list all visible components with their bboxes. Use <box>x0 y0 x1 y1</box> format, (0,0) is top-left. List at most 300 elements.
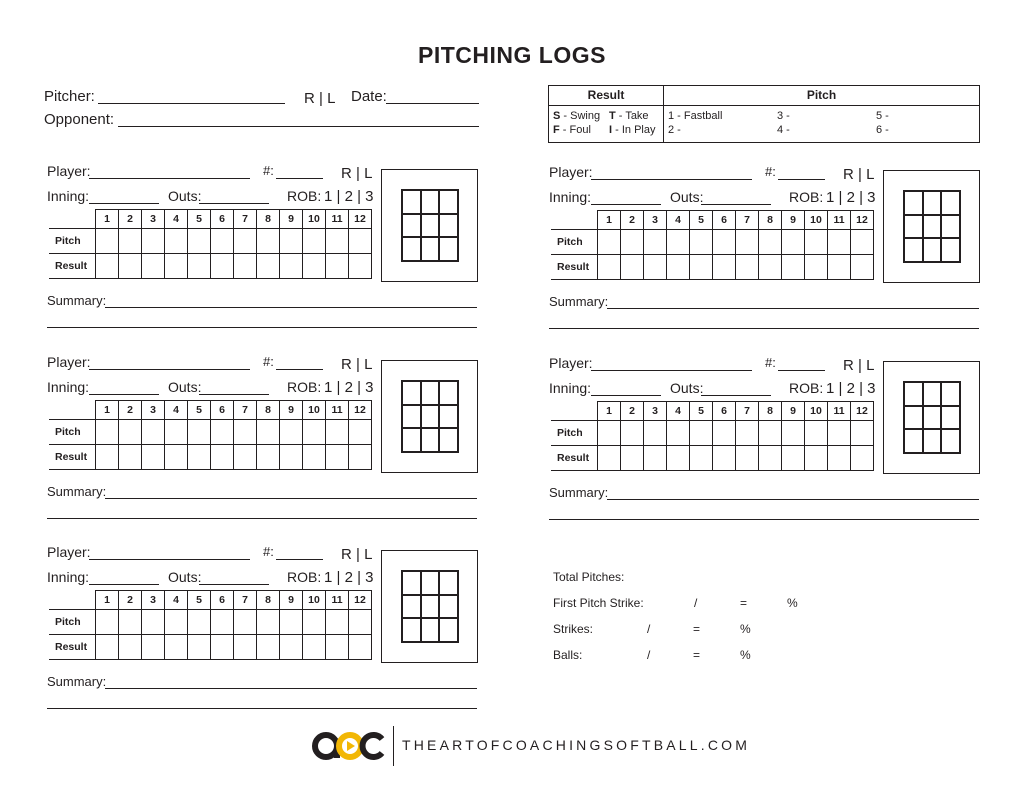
column-number: 5 <box>188 210 211 229</box>
player-label: Player: <box>47 544 91 560</box>
strikes-equals: = <box>693 622 701 636</box>
summary-field[interactable] <box>607 499 979 500</box>
outs-label: Outs: <box>670 380 704 396</box>
pitch-cell[interactable] <box>598 421 621 446</box>
column-number: 9 <box>782 402 805 421</box>
column-number: 12 <box>851 402 874 421</box>
column-number: 1 <box>598 211 621 230</box>
strike-zone[interactable] <box>883 170 980 283</box>
pitch-cell[interactable] <box>349 420 372 445</box>
column-number: 3 <box>142 591 165 610</box>
pitch-cell[interactable] <box>280 229 303 254</box>
column-number: 4 <box>667 402 690 421</box>
pitch-result-grid <box>49 209 372 279</box>
result-cell[interactable] <box>851 446 874 471</box>
summary-field-line2[interactable] <box>549 328 979 329</box>
pitch-cell[interactable] <box>96 229 119 254</box>
first-pitch-strike-label: First Pitch Strike: <box>553 596 644 610</box>
rob-value: 1 | 2 | 3 <box>324 188 374 205</box>
pitch-row-label: Pitch <box>551 421 598 446</box>
column-number: 3 <box>142 401 165 420</box>
pitch-row-label: Pitch <box>49 610 96 635</box>
player-rl: R | L <box>341 356 373 373</box>
column-number: 10 <box>303 210 326 229</box>
result-cell[interactable] <box>142 254 165 279</box>
strike-zone[interactable] <box>381 550 478 663</box>
page-title: PITCHING LOGS <box>418 42 606 68</box>
result-cell[interactable] <box>303 445 326 470</box>
result-cell[interactable] <box>690 446 713 471</box>
legend-result-item: T - Take <box>609 110 649 122</box>
result-cell[interactable] <box>851 255 874 280</box>
column-number: 8 <box>257 591 280 610</box>
number-label: #: <box>765 355 776 370</box>
pitch-cell[interactable] <box>96 420 119 445</box>
inning-field[interactable] <box>89 584 159 585</box>
pitch-cell[interactable] <box>644 230 667 255</box>
summary-label: Summary: <box>47 484 107 499</box>
column-number: 7 <box>736 402 759 421</box>
column-number: 8 <box>759 211 782 230</box>
result-cell[interactable] <box>667 446 690 471</box>
column-number: 9 <box>280 210 303 229</box>
legend-pitch-header: Pitch <box>664 86 980 106</box>
result-cell[interactable] <box>667 255 690 280</box>
result-cell[interactable] <box>119 445 142 470</box>
player-number-field[interactable] <box>276 178 323 179</box>
pitch-cell[interactable] <box>805 421 828 446</box>
column-number: 11 <box>828 211 851 230</box>
outs-label: Outs: <box>670 189 704 205</box>
pitch-cell[interactable] <box>736 230 759 255</box>
result-cell[interactable] <box>326 635 349 660</box>
pitch-cell[interactable] <box>96 610 119 635</box>
pitch-cell[interactable] <box>713 230 736 255</box>
pitch-cell[interactable] <box>349 610 372 635</box>
column-number: 10 <box>805 211 828 230</box>
pitcher-label: Pitcher: <box>44 88 95 105</box>
pitch-cell[interactable] <box>326 610 349 635</box>
column-number: 3 <box>644 211 667 230</box>
column-number: 10 <box>303 591 326 610</box>
legend-table <box>548 85 980 143</box>
summary-field-line2[interactable] <box>47 327 477 328</box>
result-cell[interactable] <box>713 255 736 280</box>
pitch-cell[interactable] <box>234 420 257 445</box>
strike-zone-grid[interactable] <box>401 570 459 643</box>
player-label: Player: <box>47 354 91 370</box>
pitch-cell[interactable] <box>165 610 188 635</box>
pitch-result-grid <box>49 590 372 660</box>
column-number: 8 <box>257 401 280 420</box>
pitch-cell[interactable] <box>349 229 372 254</box>
column-number: 7 <box>736 211 759 230</box>
pitch-cell[interactable] <box>759 421 782 446</box>
result-cell[interactable] <box>165 254 188 279</box>
result-cell[interactable] <box>234 254 257 279</box>
column-number: 12 <box>349 591 372 610</box>
legend-result-item: S - Swing <box>553 110 601 122</box>
column-number: 11 <box>828 402 851 421</box>
column-number: 10 <box>805 402 828 421</box>
legend-pitch-item: 3 - <box>777 110 790 122</box>
column-number: 10 <box>303 401 326 420</box>
column-number: 11 <box>326 591 349 610</box>
column-number: 2 <box>119 210 142 229</box>
strike-zone-grid[interactable] <box>401 189 459 262</box>
inning-label: Inning: <box>47 188 90 204</box>
column-number: 6 <box>713 402 736 421</box>
result-cell[interactable] <box>165 445 188 470</box>
outs-field[interactable] <box>701 395 771 396</box>
pitch-cell[interactable] <box>644 421 667 446</box>
result-cell[interactable] <box>142 635 165 660</box>
player-label: Player: <box>549 164 593 180</box>
player-number-field[interactable] <box>778 370 825 371</box>
legend-pitch-item: 1 - Fastball <box>668 110 723 122</box>
inning-field[interactable] <box>89 394 159 395</box>
inning-field[interactable] <box>591 204 661 205</box>
aoc-logo <box>312 730 386 762</box>
pitch-cell[interactable] <box>851 230 874 255</box>
player-rl: R | L <box>843 357 875 374</box>
first-pitch-percent: % <box>787 596 798 610</box>
legend-pitch-item: 4 - <box>777 124 790 136</box>
pitch-cell[interactable] <box>257 229 280 254</box>
result-cell[interactable] <box>713 446 736 471</box>
pitch-cell[interactable] <box>326 229 349 254</box>
result-cell[interactable] <box>303 254 326 279</box>
result-row-label: Result <box>551 446 598 471</box>
result-cell[interactable] <box>211 254 234 279</box>
result-cell[interactable] <box>211 445 234 470</box>
result-cell[interactable] <box>598 255 621 280</box>
column-number: 2 <box>621 402 644 421</box>
summary-field-line2[interactable] <box>47 518 477 519</box>
pitch-cell[interactable] <box>303 229 326 254</box>
summary-label: Summary: <box>549 485 609 500</box>
result-cell[interactable] <box>805 255 828 280</box>
opponent-field[interactable] <box>118 126 479 127</box>
pitch-cell[interactable] <box>782 421 805 446</box>
summary-label: Summary: <box>47 674 107 689</box>
column-number: 5 <box>690 211 713 230</box>
result-cell[interactable] <box>782 446 805 471</box>
result-cell[interactable] <box>644 255 667 280</box>
result-cell[interactable] <box>690 255 713 280</box>
player-number-field[interactable] <box>778 179 825 180</box>
pitch-cell[interactable] <box>211 420 234 445</box>
pitch-cell[interactable] <box>303 420 326 445</box>
result-cell[interactable] <box>828 255 851 280</box>
result-cell[interactable] <box>805 446 828 471</box>
column-number: 12 <box>349 210 372 229</box>
outs-field[interactable] <box>199 203 269 204</box>
player-name-field[interactable] <box>89 369 250 370</box>
column-number: 5 <box>188 401 211 420</box>
rob-label: ROB: <box>789 189 824 205</box>
pitch-cell[interactable] <box>188 610 211 635</box>
player-name-field[interactable] <box>591 370 752 371</box>
pitch-cell[interactable] <box>713 421 736 446</box>
number-label: #: <box>263 354 274 369</box>
strike-zone-grid[interactable] <box>903 381 961 454</box>
player-block <box>549 355 989 525</box>
pitch-cell[interactable] <box>280 610 303 635</box>
pitch-cell[interactable] <box>690 230 713 255</box>
column-number: 3 <box>142 210 165 229</box>
column-number: 2 <box>119 401 142 420</box>
column-number: 1 <box>96 401 119 420</box>
column-number: 12 <box>349 401 372 420</box>
pitch-cell[interactable] <box>851 421 874 446</box>
column-number: 9 <box>280 401 303 420</box>
column-number: 3 <box>644 402 667 421</box>
inning-label: Inning: <box>549 380 592 396</box>
inning-field[interactable] <box>591 395 661 396</box>
column-number: 9 <box>782 211 805 230</box>
result-cell[interactable] <box>96 445 119 470</box>
rob-label: ROB: <box>287 569 322 585</box>
player-block <box>549 164 989 334</box>
strike-zone[interactable] <box>883 361 980 474</box>
rob-label: ROB: <box>287 188 322 204</box>
rob-value: 1 | 2 | 3 <box>826 380 876 397</box>
player-name-field[interactable] <box>89 559 250 560</box>
first-pitch-equals: = <box>740 596 748 610</box>
strikes-slash: / <box>647 622 651 636</box>
pitch-cell[interactable] <box>828 421 851 446</box>
column-number: 6 <box>211 210 234 229</box>
result-cell[interactable] <box>828 446 851 471</box>
pitcher-field[interactable] <box>98 103 285 104</box>
column-number: 7 <box>234 401 257 420</box>
summary-label: Summary: <box>549 294 609 309</box>
summary-field[interactable] <box>607 308 979 309</box>
balls-percent: % <box>740 648 751 662</box>
result-cell[interactable] <box>257 445 280 470</box>
pitch-result-grid <box>551 210 874 280</box>
summary-field[interactable] <box>105 688 477 689</box>
result-cell[interactable] <box>188 254 211 279</box>
player-block <box>47 544 487 714</box>
pitch-cell[interactable] <box>188 420 211 445</box>
pitcher-rl: R | L <box>304 90 336 107</box>
pitch-cell[interactable] <box>805 230 828 255</box>
pitch-cell[interactable] <box>142 229 165 254</box>
result-cell[interactable] <box>349 445 372 470</box>
summary-field-line2[interactable] <box>549 519 979 520</box>
column-number: 11 <box>326 210 349 229</box>
result-cell[interactable] <box>234 445 257 470</box>
date-field[interactable] <box>386 103 479 104</box>
column-number: 4 <box>165 210 188 229</box>
pitch-cell[interactable] <box>280 420 303 445</box>
strike-zone-grid[interactable] <box>401 380 459 453</box>
result-cell[interactable] <box>234 635 257 660</box>
pitch-cell[interactable] <box>234 610 257 635</box>
pitch-cell[interactable] <box>119 229 142 254</box>
result-cell[interactable] <box>349 254 372 279</box>
column-number: 4 <box>165 591 188 610</box>
date-label: Date: <box>351 88 387 105</box>
strikes-label: Strikes: <box>553 622 594 636</box>
pitch-cell[interactable] <box>165 420 188 445</box>
pitch-result-grid <box>551 401 874 471</box>
column-number: 6 <box>211 401 234 420</box>
result-cell[interactable] <box>280 635 303 660</box>
column-number: 1 <box>96 591 119 610</box>
legend-pitch-item: 6 - <box>876 124 889 136</box>
first-pitch-slash: / <box>694 596 698 610</box>
column-number: 8 <box>759 402 782 421</box>
result-cell[interactable] <box>326 445 349 470</box>
result-cell[interactable] <box>96 254 119 279</box>
strike-zone[interactable] <box>381 360 478 473</box>
result-cell[interactable] <box>188 445 211 470</box>
result-cell[interactable] <box>598 446 621 471</box>
inning-label: Inning: <box>549 189 592 205</box>
pitch-row-label: Pitch <box>49 229 96 254</box>
pitch-cell[interactable] <box>119 420 142 445</box>
footer-divider <box>393 726 394 766</box>
pitch-cell[interactable] <box>257 420 280 445</box>
pitch-cell[interactable] <box>119 610 142 635</box>
result-cell[interactable] <box>736 446 759 471</box>
result-cell[interactable] <box>759 255 782 280</box>
summary-field-line2[interactable] <box>47 708 477 709</box>
result-cell[interactable] <box>326 254 349 279</box>
summary-field[interactable] <box>105 498 477 499</box>
player-rl: R | L <box>843 166 875 183</box>
pitch-cell[interactable] <box>667 230 690 255</box>
column-number: 9 <box>280 591 303 610</box>
pitch-cell[interactable] <box>782 230 805 255</box>
outs-field[interactable] <box>701 204 771 205</box>
pitch-cell[interactable] <box>621 421 644 446</box>
player-block <box>47 163 487 333</box>
result-cell[interactable] <box>621 255 644 280</box>
outs-label: Outs: <box>168 188 202 204</box>
rob-label: ROB: <box>789 380 824 396</box>
player-name-field[interactable] <box>591 179 752 180</box>
result-row-label: Result <box>49 445 96 470</box>
result-cell[interactable] <box>119 254 142 279</box>
result-cell[interactable] <box>759 446 782 471</box>
column-number: 2 <box>621 211 644 230</box>
result-cell[interactable] <box>142 445 165 470</box>
rob-value: 1 | 2 | 3 <box>324 379 374 396</box>
result-cell[interactable] <box>349 635 372 660</box>
column-number: 7 <box>234 591 257 610</box>
result-cell[interactable] <box>280 254 303 279</box>
player-number-field[interactable] <box>276 369 323 370</box>
inning-field[interactable] <box>89 203 159 204</box>
balls-label: Balls: <box>553 648 583 662</box>
outs-field[interactable] <box>199 584 269 585</box>
pitch-cell[interactable] <box>303 610 326 635</box>
rob-value: 1 | 2 | 3 <box>324 569 374 586</box>
pitch-cell[interactable] <box>142 610 165 635</box>
pitch-cell[interactable] <box>690 421 713 446</box>
result-cell[interactable] <box>621 446 644 471</box>
result-cell[interactable] <box>644 446 667 471</box>
pitch-cell[interactable] <box>234 229 257 254</box>
pitch-cell[interactable] <box>188 229 211 254</box>
pitch-result-grid <box>49 400 372 470</box>
pitch-cell[interactable] <box>326 420 349 445</box>
legend-result-item: F - Foul <box>553 124 591 136</box>
player-label: Player: <box>47 163 91 179</box>
pitch-cell[interactable] <box>621 230 644 255</box>
inning-label: Inning: <box>47 569 90 585</box>
pitch-cell[interactable] <box>211 610 234 635</box>
summary-field[interactable] <box>105 307 477 308</box>
player-label: Player: <box>549 355 593 371</box>
strikes-percent: % <box>740 622 751 636</box>
result-cell[interactable] <box>211 635 234 660</box>
column-number: 1 <box>96 210 119 229</box>
result-cell[interactable] <box>782 255 805 280</box>
column-number: 5 <box>188 591 211 610</box>
column-number: 5 <box>690 402 713 421</box>
result-cell[interactable] <box>257 254 280 279</box>
total-pitches-label: Total Pitches: <box>553 570 625 584</box>
pitch-row-label: Pitch <box>551 230 598 255</box>
column-number: 4 <box>165 401 188 420</box>
result-cell[interactable] <box>736 255 759 280</box>
column-number: 7 <box>234 210 257 229</box>
pitch-cell[interactable] <box>759 230 782 255</box>
number-label: #: <box>765 164 776 179</box>
outs-label: Outs: <box>168 569 202 585</box>
result-cell[interactable] <box>119 635 142 660</box>
pitch-cell[interactable] <box>667 421 690 446</box>
result-row-label: Result <box>551 255 598 280</box>
outs-field[interactable] <box>199 394 269 395</box>
player-number-field[interactable] <box>276 559 323 560</box>
result-cell[interactable] <box>188 635 211 660</box>
pitch-cell[interactable] <box>142 420 165 445</box>
legend-result-header: Result <box>549 86 664 106</box>
player-name-field[interactable] <box>89 178 250 179</box>
balls-slash: / <box>647 648 651 662</box>
result-cell[interactable] <box>280 445 303 470</box>
column-number: 4 <box>667 211 690 230</box>
pitch-cell[interactable] <box>736 421 759 446</box>
pitch-cell[interactable] <box>165 229 188 254</box>
strike-zone[interactable] <box>381 169 478 282</box>
number-label: #: <box>263 544 274 559</box>
pitch-cell[interactable] <box>828 230 851 255</box>
result-cell[interactable] <box>165 635 188 660</box>
player-rl: R | L <box>341 165 373 182</box>
column-number: 12 <box>851 211 874 230</box>
result-cell[interactable] <box>303 635 326 660</box>
result-row-label: Result <box>49 254 96 279</box>
result-cell[interactable] <box>257 635 280 660</box>
strike-zone-grid[interactable] <box>903 190 961 263</box>
pitch-cell[interactable] <box>257 610 280 635</box>
legend-pitch-item: 2 - <box>668 124 681 136</box>
player-block <box>47 354 487 524</box>
footer-url: THEARTOFCOACHINGSOFTBALL.COM <box>402 737 751 753</box>
outs-label: Outs: <box>168 379 202 395</box>
player-rl: R | L <box>341 546 373 563</box>
result-cell[interactable] <box>96 635 119 660</box>
pitch-cell[interactable] <box>598 230 621 255</box>
pitch-cell[interactable] <box>211 229 234 254</box>
